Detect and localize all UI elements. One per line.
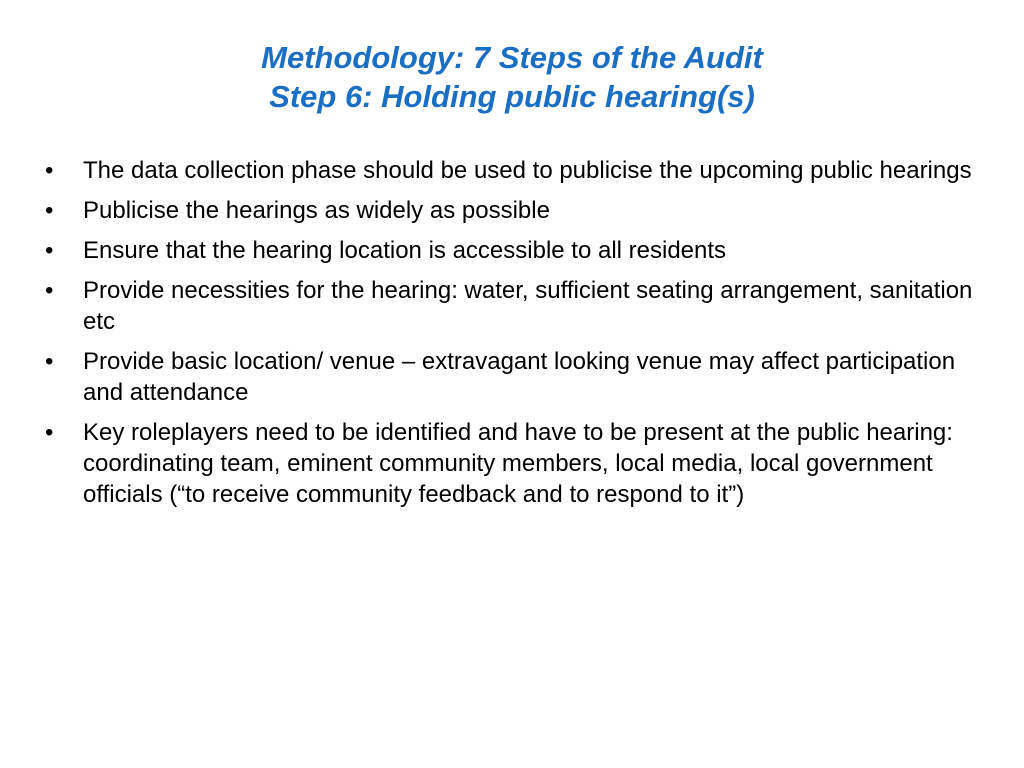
bullet-dot-icon: • <box>45 157 54 184</box>
bullet-text: Provide necessities for the hearing: water, sufficient seating arrangement, sanitation etc <box>83 277 973 335</box>
title-line-2: Step 6: Holding public hearing(s) <box>269 79 755 114</box>
bullet-item <box>43 155 973 186</box>
bullet-dot-icon: • <box>45 197 54 224</box>
title-line-1: Methodology: 7 Steps of the Audit <box>261 40 763 75</box>
bullet-text: Provide basic location/ venue – extravagant looking venue may affect participation and attendance <box>83 348 956 406</box>
bullet-text: Ensure that the hearing location is accessible to all residents <box>83 237 727 264</box>
bullet-list <box>43 155 973 519</box>
bullet-dot-icon: • <box>45 237 54 264</box>
bullet-dot-icon: • <box>45 419 54 446</box>
bullet-item <box>43 275 973 337</box>
bullet-text: The data collection phase should be used to publicise the upcoming public hearings <box>83 157 972 184</box>
bullet-dot-icon: • <box>45 277 54 304</box>
bullet-item <box>43 346 973 408</box>
bullet-dot-icon: • <box>45 348 54 375</box>
bullet-text: Key roleplayers need to be identified and have to be present at the public hearing: coordinating team, eminent community members, local media, local government officials (“to receive community feedback and to respond to it”) <box>83 419 953 508</box>
bullet-item <box>43 235 973 266</box>
bullet-item <box>43 417 973 510</box>
slide-title <box>0 38 1024 116</box>
bullet-item <box>43 195 973 226</box>
bullet-text: Publicise the hearings as widely as possible <box>83 197 550 224</box>
